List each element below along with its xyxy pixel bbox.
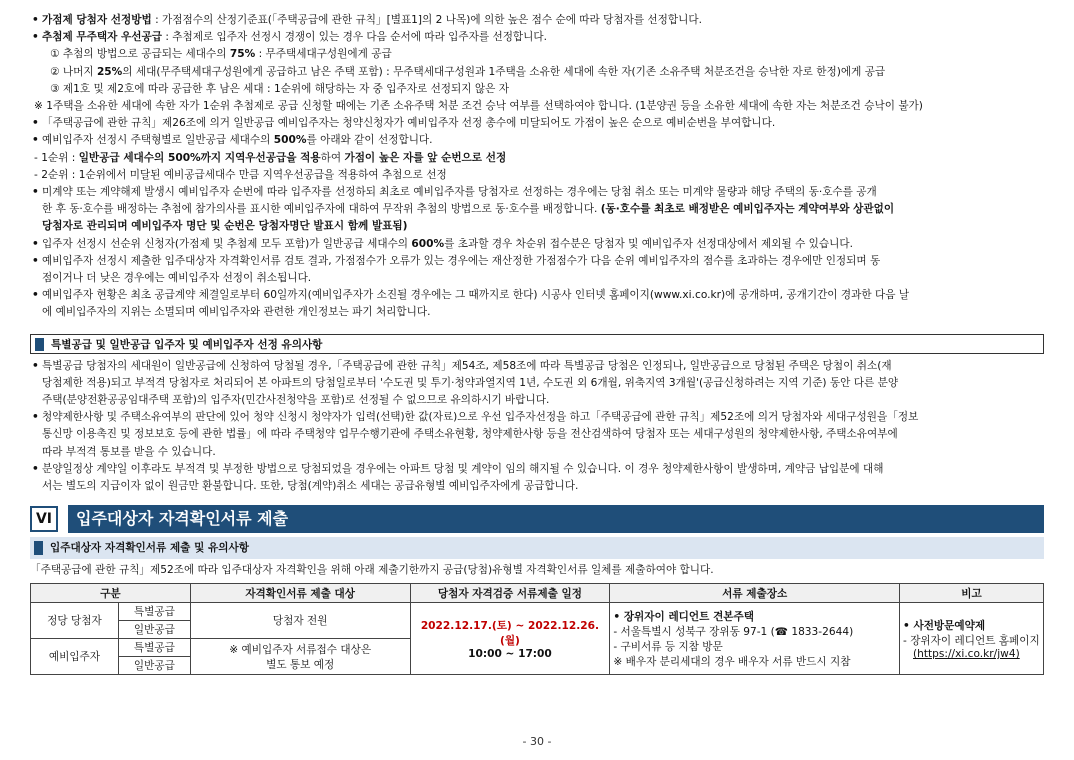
chapter-title: 입주대상자 자격확인서류 제출	[68, 505, 1044, 533]
place-line: ※ 배우자 분리세대의 경우 배우자 서류 반드시 지참	[613, 655, 851, 668]
section-marker	[35, 338, 44, 351]
page-number: - 30 -	[522, 735, 552, 748]
bullet-item: • 가점제 당첨자 선정방법 : 가점점수의 산정기준표(「주택공급에 관한 규칙」[별표1]의 2 나목)에 의한 높은 점수 순에 따라 당첨자를 선정합니다.	[30, 12, 1044, 29]
table-header: 비고	[900, 584, 1044, 603]
document-table	[30, 583, 1044, 675]
schedule-date: 2022.12.17.(토) ~ 2022.12.26.(월)	[420, 619, 600, 647]
table-header-row	[31, 584, 1044, 603]
bullet-continuation: 주택(분양전환공공임대주택 포함)의 입주자(민간사전청약을 포함)로 선정될 수 없으므로 유의하시기 바랍니다.	[42, 394, 550, 407]
target-line: 별도 통보 예정	[266, 658, 335, 671]
bullet-item: • 추첨제 무주택자 우선공급 : 추첨제로 입주자 선정시 경쟁이 있는 경우 다음 순서에 따라 입주자를 선정합니다.	[30, 29, 1044, 46]
bullet-item: • 입주자 선정시 선순위 신청자(가점제 및 추첨제 모두 포함)가 일반공급 세대수의 600%를 초과할 경우 차순위 접수분은 당첨자 및 예비입주자 선정대상에서 제외될 수 있습니다.	[30, 236, 1044, 253]
table-header: 구분	[31, 584, 191, 603]
bullet-continuation: 한 후 동·호수를 배정하는 추첨에 참가의사를 표시한 예비입주자에 대하여 무작위 추첨의 방법으로 동·호수를 배정합니다. (동·호수를 최초로 배정받은 예비입주자는 계약여부와 상관없이	[42, 203, 895, 216]
bullet-item: • 청약제한사항 및 주택소유여부의 판단에 있어 청약 신청시 청약자가 입력(선택)한 값(자료)으로 우선 입주자선정을 하고「주택공급에 관한 규칙」제52조에 의거 당첨자와 세대구성원을「정보	[30, 409, 1044, 426]
bullet-continuation: 당첨제한 적용)되고 부적격 당첨자로 처리되어 본 아파트의 당첨일로부터 '수도권 및 투기·청약과열지역 1년, 수도권 외 6개월, 위축지역 3개월'(공급신청하려는 지역 기준) 동안 다른 분양	[42, 376, 899, 389]
place-line: - 구비서류 등 지참 방문	[613, 640, 723, 653]
dash-item: - 2순위 : 1순위에서 미달된 예비공급세대수 만큼 지역우선공급을 적용하여 추첨으로 선정	[34, 168, 447, 181]
subsection-intro: 「주택공급에 관한 규칙」제52조에 따라 입주대상자 자격확인을 위해 아래 제출기한까지 공급(당첨)유형별 자격확인서류 일체를 제출하여야 합니다.	[30, 564, 714, 577]
table-cell: 정당 당첨자	[31, 603, 119, 639]
dash-item: - 1순위 : 일반공급 세대수의 500%까지 지역우선공급을 적용하여 가점이 높은 자를 앞 순번으로 선정	[34, 151, 507, 164]
subsection-heading: 입주대상자 자격확인서류 제출 및 유의사항	[30, 537, 1044, 559]
table-header: 서류 제출장소	[610, 584, 900, 603]
bullet-item: • 특별공급 당첨자의 세대원이 일반공급에 신청하여 당첨될 경우,「주택공급에 관한 규칙」제54조, 제58조에 따라 특별공급 당첨은 인정되나, 일반공급으로 당첨된 주택은 당첨이 취소(재	[30, 358, 1044, 375]
table-cell: 일반공급	[118, 621, 190, 639]
bullet-continuation: 에 예비입주자의 지위는 소멸되며 예비입주자와 관련한 개인정보는 파기 처리합니다.	[42, 306, 431, 319]
list-item: ② 나머지 25%의 세대(무주택세대구성원에게 공급하고 남은 주택 포함) : 무주택세대구성원과 1주택을 소유한 세대에 속한 자(기존 소유주택 처분조건을 승낙한 자로 한정)에게 공급	[50, 65, 886, 78]
table-cell: 예비입주자	[31, 639, 119, 675]
bullet-item: • 미계약 또는 계약해제 발생시 예비입주자 순번에 따라 입주자를 선정하되 최초로 예비입주자를 당첨자로 선정하는 경우에는 당첨 취소 또는 미계약 물량과 해당 주택의 동·호수를 공개	[30, 184, 1044, 201]
table-cell	[190, 639, 410, 675]
table-row	[31, 603, 1044, 621]
bullet-continuation: 당첨자로 관리되며 예비입주자 명단 및 순번은 당첨자명단 발표시 함께 발표됨)	[42, 220, 408, 233]
bullet-item: • 예비입주자 선정시 제출한 입주대상자 자격확인서류 검토 결과, 가점점수가 오류가 있는 경우에는 재산정한 가점점수가 다음 순위 예비입주자의 점수를 초과하는 경우에만 인정되며 동	[30, 253, 1044, 270]
table-cell: 당첨자 전원	[190, 603, 410, 639]
note-title: • 사전방문예약제	[903, 619, 986, 632]
chapter-number: VI	[30, 506, 58, 532]
bullet-item: • 「주택공급에 관한 규칙」제26조에 의거 일반공급 예비입주자는 청약신청자가 예비입주자 선정 총수에 미달되어도 가점이 높은 순으로 예비순번을 부여합니다.	[30, 115, 1044, 132]
bullet-item: • 예비입주자 선정시 주택형별로 일반공급 세대수의 500%를 아래와 같이 선정합니다.	[30, 132, 1044, 149]
note-line: - 장위자이 레디언트 홈페이지	[903, 634, 1040, 647]
place-line: - 서울특별시 성북구 장위동 97-1 (☎ 1833-2644)	[613, 625, 854, 638]
bullet-item: • 예비입주자 현황은 최초 공급계약 체결일로부터 60일까지(예비입주자가 소진될 경우에는 그 때까지로 한다) 시공사 인터넷 홈페이지(www.xi.co.kr)에 공개하며, 공개기간이 경과한 다음 날	[30, 287, 1044, 304]
table-header: 자격확인서류 제출 대상	[190, 584, 410, 603]
list-item: ③ 제1호 및 제2호에 따라 공급한 후 남은 세대 : 1순위에 해당하는 자 중 입주자로 선정되지 않은 자	[50, 82, 509, 95]
section-heading: 특별공급 및 일반공급 입주자 및 예비입주자 선정 유의사항	[30, 334, 1044, 354]
list-item: ① 추첨의 방법으로 공급되는 세대수의 75% : 무주택세대구성원에게 공급	[50, 48, 392, 61]
target-line: ※ 예비입주자 서류접수 대상은	[229, 643, 372, 656]
schedule-cell	[410, 603, 610, 675]
chapter-heading	[30, 505, 1044, 533]
table-cell: 특별공급	[118, 603, 190, 621]
section-marker	[34, 541, 43, 555]
bullet-continuation: 따라 부적격 통보를 받을 수 있습니다.	[42, 445, 216, 458]
note-text: ※ 1주택을 소유한 세대에 속한 자가 1순위 추첨제로 공급 신청할 때에는 기존 소유주택 처분 조건 승낙 여부를 선택하여야 합니다. (1분양권 등을 소유한 세대에 속한 자는 처분조건 승낙이 불가)	[34, 100, 923, 113]
table-header: 당첨자 자격검증 서류제출 일정	[410, 584, 610, 603]
bullet-item: • 분양일정상 계약일 이후라도 부적격 및 부정한 방법으로 당첨되었을 경우에는 아파트 당첨 및 계약이 임의 해지될 수 있습니다. 이 경우 청약제한사항이 발생하며, 계약금 납입분에 대해	[30, 461, 1044, 478]
place-cell	[610, 603, 900, 675]
document-page	[30, 12, 1044, 675]
table-cell: 특별공급	[118, 639, 190, 657]
table-cell: 일반공급	[118, 657, 190, 675]
schedule-time: 10:00 ~ 17:00	[468, 647, 552, 660]
bullet-continuation: 서는 별도의 지급이자 없이 원금만 환불합니다. 또한, 당첨(계약)취소 세대는 공급유형별 예비입주자에게 공급합니다.	[42, 480, 579, 493]
homepage-link[interactable]: (https://xi.co.kr/jw4)	[913, 647, 1020, 660]
place-title: • 장위자이 레디언트 견본주택	[613, 610, 754, 623]
bullet-continuation: 통신망 이용촉진 및 정보보호 등에 관한 법률」에 따라 주택청약 업무수행기관에 주택소유현황, 청약제한사항 등을 전산검색하여 당첨자 또는 세대구성원의 청약제한사항, 주택소유여부에	[42, 428, 898, 441]
bullet-continuation: 점이거나 더 낮은 경우에는 예비입주자 선정이 취소됩니다.	[42, 272, 312, 285]
note-cell	[900, 603, 1044, 675]
